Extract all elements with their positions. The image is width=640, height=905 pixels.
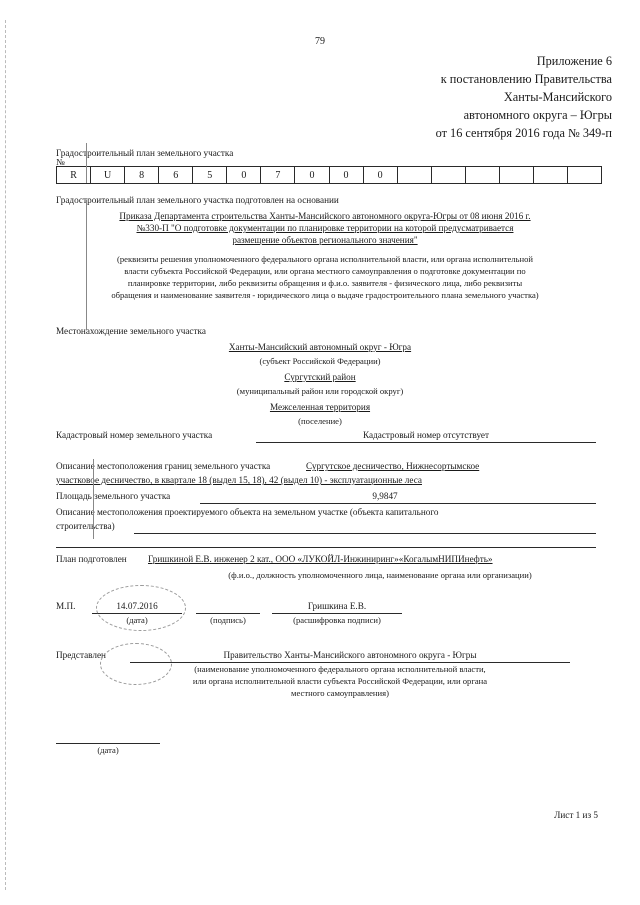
- plan-number-cell: 0: [364, 167, 398, 183]
- submitted-label: Представлен: [56, 650, 106, 660]
- plan-number-cell: 5: [193, 167, 227, 183]
- submitted-caption-line-1: (наименование уполномоченного федерального органа исполнительной власти,: [194, 664, 486, 674]
- date-caption: (дата): [126, 615, 148, 625]
- object-underline-2: [56, 547, 596, 548]
- basis-line-2: №330-П "О подготовке документации по планировке территории на которой предусматривается: [136, 223, 514, 233]
- location-district-caption: (муниципальный район или городской округ): [236, 386, 404, 396]
- signer-underline: [272, 613, 402, 614]
- plan-number-cell: [432, 167, 466, 183]
- plan-number-cell: R: [57, 167, 91, 183]
- basis-caption-line-2: власти субъекта Российской Федерации, или органа местного самоуправления о подготовке документации по: [124, 266, 526, 276]
- plan-number-cell: [500, 167, 534, 183]
- mp-label: М.П.: [56, 601, 76, 611]
- location-settlement-caption: (поселение): [298, 416, 342, 426]
- basis-line-1: Приказа Департамента строительства Ханты-Мансийского автономного округа-Югры от 08 июня 2016 г.: [119, 211, 531, 221]
- prepared-by-caption: (ф.и.о., должность уполномоченного лица, наименование органа или организации): [228, 570, 532, 580]
- area-value: 9,9847: [372, 491, 398, 501]
- plan-title: Градостроительный план земельного участка: [56, 148, 234, 158]
- boundaries-value-2: участковое десничество, в квартале 18 (выдел 15, 18), 42 (выдел 10) - эксплуатационные леса: [56, 475, 422, 485]
- plan-number-grid: [56, 166, 602, 184]
- stamp-mark: [96, 585, 186, 631]
- stamp-mark: [100, 643, 172, 685]
- location-subject-caption: (субъект Российской Федерации): [259, 356, 381, 366]
- page-number: 79: [315, 36, 325, 47]
- margin-rule: [86, 200, 87, 330]
- location-label: Местонахождение земельного участка: [56, 326, 206, 336]
- submitted-value: Правительство Ханты-Мансийского автономного округа - Югры: [223, 650, 477, 660]
- object-underline-1: [134, 533, 596, 534]
- plan-number-cell: 0: [330, 167, 364, 183]
- signer-caption: (расшифровка подписи): [293, 615, 381, 625]
- basis-caption-line-3: планировке территории, либо реквизиты обращения и ф.и.о. заявителя - физического лица, либо реквизиты: [127, 278, 523, 288]
- margin-rule: [86, 143, 87, 183]
- location-subject: Ханты-Мансийский автономный округ - Югра: [228, 342, 412, 352]
- prepared-basis-label: Градостроительный план земельного участка подготовлен на основании: [56, 195, 339, 205]
- plan-number-cell: 8: [125, 167, 159, 183]
- scan-edge-line: [5, 20, 6, 890]
- submitted-underline: [130, 662, 570, 663]
- object-label-line-1: Описание местоположения проектируемого объекта на земельном участке (объекта капитального: [56, 507, 439, 517]
- signer-name: Гришкина Е.В.: [307, 601, 367, 611]
- plan-number-cell: 0: [227, 167, 261, 183]
- number-sign: №: [56, 157, 65, 167]
- cadastral-label: Кадастровый номер земельного участка: [56, 430, 213, 440]
- basis-caption-line-1: (реквизиты решения уполномоченного федерального органа исполнительной власти, или органа исполнительной: [116, 254, 533, 264]
- signature-caption: (подпись): [210, 615, 246, 625]
- plan-number-cell: 7: [261, 167, 295, 183]
- prepared-by-label: План подготовлен: [56, 554, 127, 564]
- sign-date: 14.07.2016: [116, 601, 158, 611]
- plan-number-cell: 0: [295, 167, 329, 183]
- location-district: Сургутский район: [284, 372, 356, 382]
- appendix-line-2: к постановлению Правительства: [440, 72, 612, 86]
- boundaries-label: Описание местоположения границ земельного участка: [56, 461, 271, 471]
- submitted-caption-line-3: местного самоуправления): [291, 688, 389, 698]
- cadastral-value: Кадастровый номер отсутствует: [362, 430, 490, 440]
- sheet-indicator: Лист 1 из 5: [554, 810, 598, 820]
- appendix-line-5: от 16 сентября 2016 года № 349-п: [435, 126, 612, 140]
- plan-number-cell: U: [91, 167, 125, 183]
- bottom-date-caption: (дата): [97, 745, 119, 755]
- area-underline: [200, 503, 596, 504]
- plan-number-cell: [534, 167, 568, 183]
- area-label: Площадь земельного участка: [56, 491, 171, 501]
- signature-underline: [196, 613, 260, 614]
- location-settlement: Межселенная территория: [269, 402, 371, 412]
- boundaries-value-1: Сургутское десничество, Нижнесортымское: [306, 461, 480, 471]
- appendix-line-1: Приложение 6: [536, 54, 612, 68]
- margin-rule: [93, 459, 94, 539]
- plan-number-cell: 6: [159, 167, 193, 183]
- object-label-line-2: строительства): [56, 521, 115, 531]
- cadastral-underline: [256, 442, 596, 443]
- plan-number-cell: [466, 167, 500, 183]
- plan-number-cell: [568, 167, 601, 183]
- appendix-line-4: автономного округа – Югры: [463, 108, 612, 122]
- appendix-line-3: Ханты-Мансийского: [503, 90, 612, 104]
- prepared-by-value: Гришкиной Е.В. инженер 2 кат., ООО «ЛУКОЙЛ-Инжиниринг»«КогалымНИПИнефть»: [148, 554, 493, 564]
- basis-caption-line-4: обращения и наименование заявителя - юридического лица о выдаче градостроительного плана земельного участка): [111, 290, 539, 300]
- basis-line-3: размещение объектов регионального значения": [232, 235, 418, 245]
- plan-number-cell: [398, 167, 432, 183]
- bottom-date-underline: [56, 743, 160, 744]
- submitted-caption-line-2: или органа исполнительной власти субъекта Российской Федерации, или органа: [192, 676, 488, 686]
